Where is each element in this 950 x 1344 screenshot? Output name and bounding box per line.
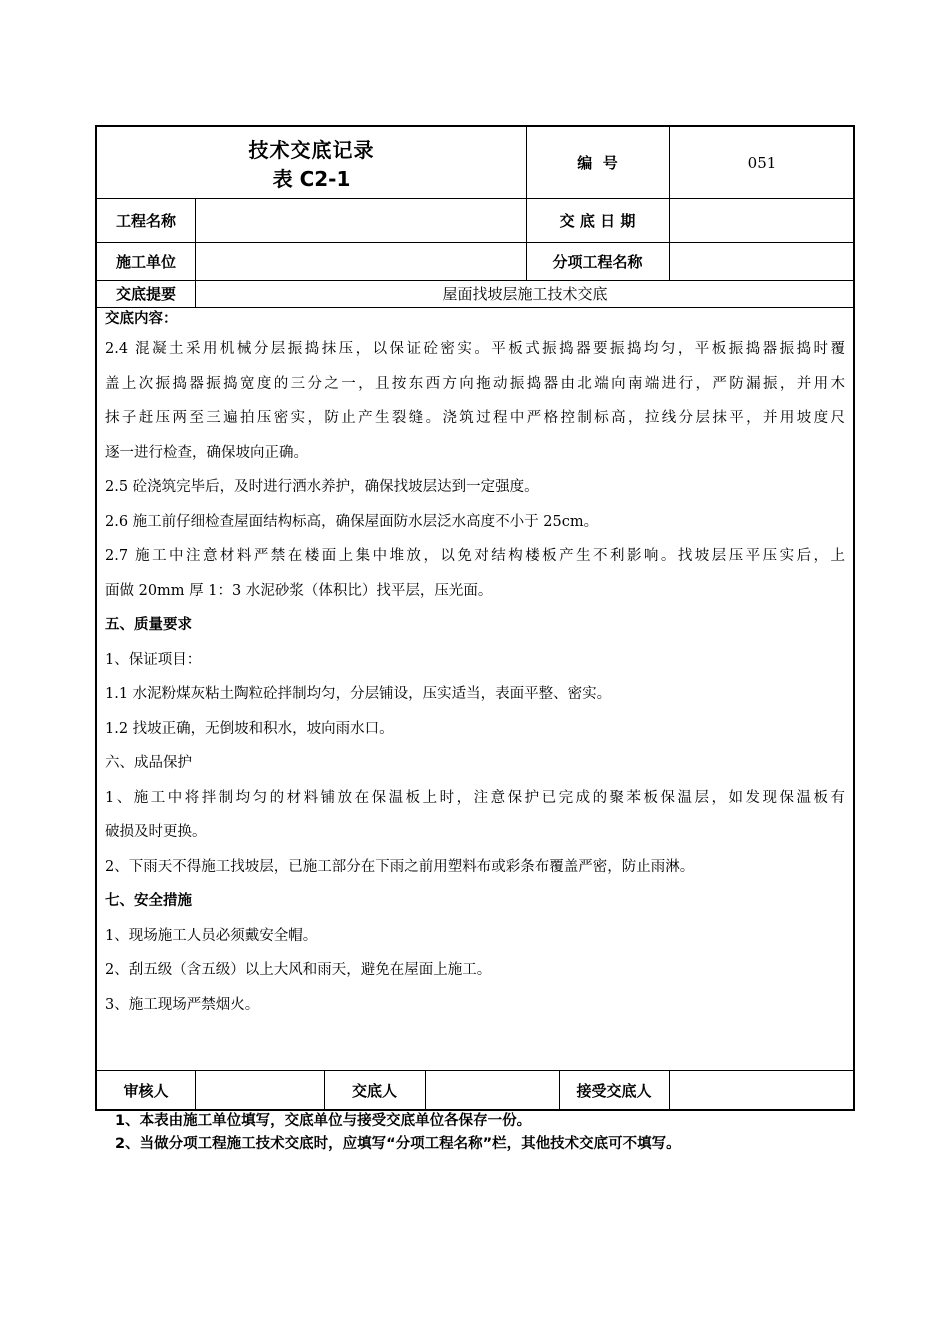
summary-value: 屋面找坡层施工技术交底 (442, 285, 608, 303)
construction-unit-field[interactable] (195, 242, 526, 280)
content-line: 3、施工现场严禁烟火。 (105, 996, 260, 1013)
discloser-field[interactable] (425, 1070, 559, 1111)
content-heading: 交底内容： (105, 311, 178, 327)
content-line: 2.5 砼浇筑完毕后，及时进行洒水养护，确保找坡层达到一定强度。 (105, 479, 539, 495)
footer-notes (115, 1110, 681, 1156)
discloser-label: 交底人 (351, 1082, 397, 1100)
reviewer-field[interactable] (195, 1070, 324, 1111)
reviewer-label: 审核人 (123, 1082, 169, 1100)
content-line: 1、保证项目： (105, 651, 202, 668)
content-line: 1.1 水泥粉煤灰粘土陶粒砼拌制均匀，分层铺设，压实适当，表面平整、密实。 (105, 686, 612, 702)
footer-note: 2、当做分项工程施工技术交底时，应填写“分项工程名称”栏，其他技术交底可不填写。 (115, 1136, 681, 1152)
content-line: 逐一进行检查，确保坡向正确。 (105, 444, 308, 461)
project-name-label: 工程名称 (115, 211, 176, 230)
receiver-field[interactable] (669, 1070, 855, 1111)
date-label: 交 底 日 期 (559, 211, 636, 230)
section-heading: 五、质量要求 (105, 617, 192, 633)
content-line: 面做 20mm 厚 1：3 水泥砂浆（体积比）找平层，压光面。 (105, 582, 493, 599)
content-line: 盖上次振捣器振捣宽度的三分之一，且按东西方向拖动振捣器由北端向南端进行，严防漏振，并用木 (105, 375, 845, 392)
content-line: 2、下雨天不得施工找坡层，已施工部分在下雨之前用塑料布或彩条布覆盖严密，防止雨淋。 (105, 858, 695, 875)
form-code: 表 C2-1 (272, 166, 351, 191)
disclosure-content (105, 310, 845, 1022)
project-name-field[interactable] (195, 198, 526, 242)
form-title: 技术交底记录 (248, 137, 375, 162)
content-line: 2.6 施工前仔细检查屋面结构标高，确保屋面防水层泛水高度不小于 25cm。 (105, 513, 599, 530)
subproject-name-field[interactable] (669, 242, 855, 280)
content-line: 2、刮五级（含五级）以上大风和雨天，避免在屋面上施工。 (105, 962, 492, 978)
subproject-name-label: 分项工程名称 (552, 252, 643, 271)
content-line: 2.7 施工中注意材料严禁在楼面上集中堆放，以免对结构楼板产生不利影响。找坡层压平压实后，上 (105, 548, 845, 564)
date-field[interactable] (669, 198, 855, 242)
content-line: 1、现场施工人员必须戴安全帽。 (105, 927, 318, 944)
number-label: 编 号 (577, 154, 618, 172)
form-title-block (97, 127, 526, 198)
disclosure-form (95, 125, 855, 1111)
content-line: 破损及时更换。 (105, 824, 207, 840)
content-line: 2.4 混凝土采用机械分层振捣抹压，以保证砼密实。平板式振捣器要振捣均匀，平板振捣器振捣时覆 (105, 341, 845, 357)
footer-note: 1、本表由施工单位填写，交底单位与接受交底单位各保存一份。 (115, 1113, 532, 1129)
construction-unit-label: 施工单位 (115, 252, 176, 271)
content-line: 1、施工中将拌制均匀的材料铺放在保温板上时，注意保护已完成的聚苯板保温层，如发现保温板有 (105, 789, 845, 806)
receiver-label: 接受交底人 (576, 1082, 652, 1100)
section-heading: 六、成品保护 (105, 755, 192, 771)
number-value: 051 (747, 153, 777, 172)
section-heading: 七、安全措施 (105, 893, 192, 909)
content-line: 抹子赶压两至三遍拍压密实，防止产生裂缝。浇筑过程中严格控制标高，拉线分层抹平，并用坡度尺 (105, 410, 845, 426)
summary-label: 交底提要 (115, 285, 176, 303)
content-line: 1.2 找坡正确，无倒坡和积水，坡向雨水口。 (105, 720, 394, 737)
grid-line (97, 307, 853, 308)
